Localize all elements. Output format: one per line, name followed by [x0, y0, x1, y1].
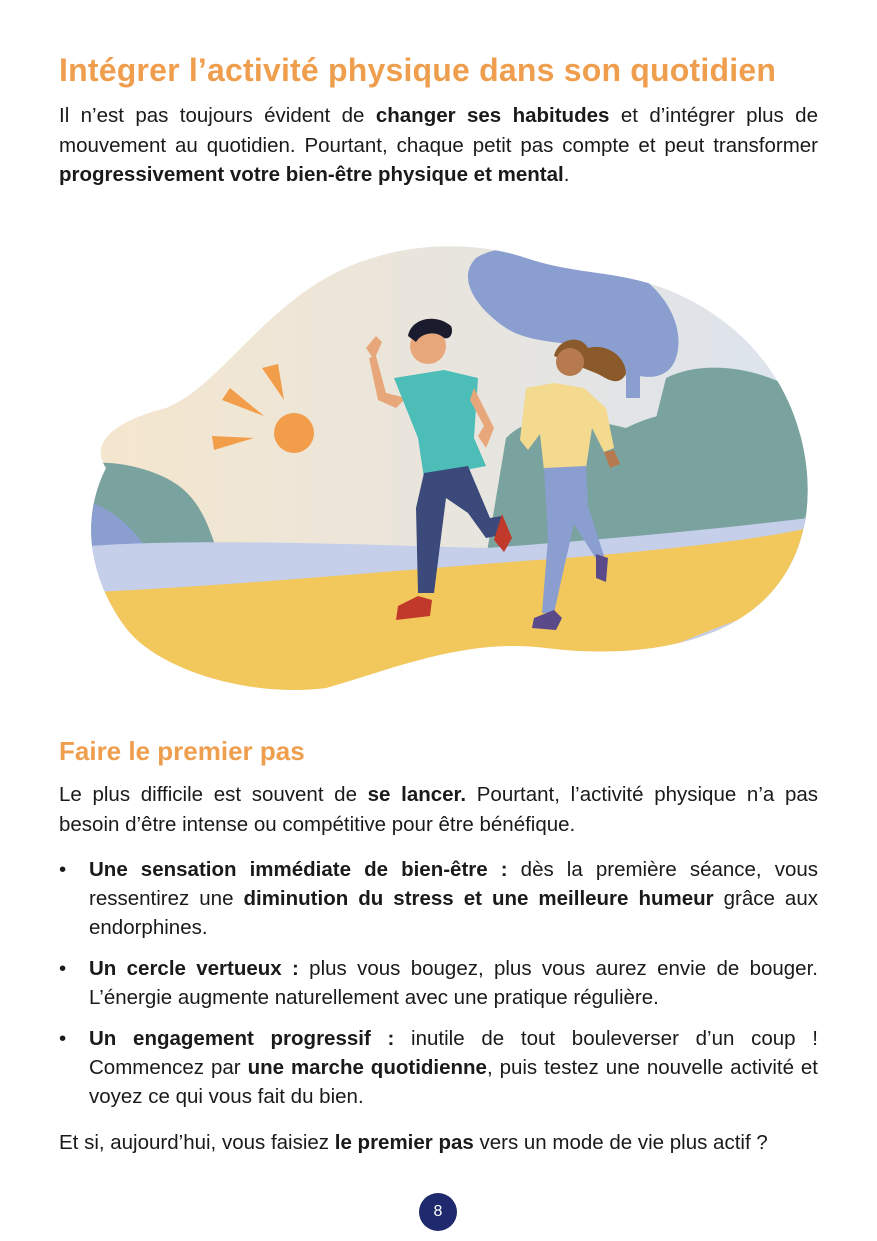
bullet-icon: •	[59, 858, 67, 881]
page-title: Intégrer l’activité physique dans son quotidien	[59, 52, 777, 88]
benefits-list	[59, 855, 818, 1123]
bullet-icon: •	[59, 1027, 67, 1050]
list-item: • Un engagement progressif : inutile de tout bouleverser d’un coup ! Commencez par une marche quotidienne, puis testez une nouvelle activité et voyez ce qui vous fait du bien.	[59, 1024, 818, 1111]
two-people-jogging-illustration	[66, 238, 808, 694]
page-number: 8	[419, 1193, 457, 1231]
section-intro-paragraph: Le plus difficile est souvent de se lancer. Pourtant, l’activité physique n’a pas besoin d’être intense ou compétitive pour être bénéfique.	[59, 783, 818, 836]
bullet-icon: •	[59, 957, 67, 980]
intro-paragraph: Il n’est pas toujours évident de changer ses habitudes et d’intégrer plus de mouvement au quotidien. Pourtant, chaque petit pas compte et peut transformer progressivement votre bien-être physique et mental.	[59, 104, 818, 186]
list-item: • Une sensation immédiate de bien-être : dès la première séance, vous ressentirez une diminution du stress et une meilleure humeur grâce aux endorphines.	[59, 855, 818, 942]
section-title: Faire le premier pas	[59, 736, 305, 766]
list-item: • Un cercle vertueux : plus vous bougez, plus vous aurez envie de bouger. L’énergie augmente naturellement avec une pratique régulière.	[59, 954, 818, 1012]
closing-paragraph: Et si, aujourd’hui, vous faisiez le premier pas vers un mode de vie plus actif ?	[59, 1131, 768, 1154]
